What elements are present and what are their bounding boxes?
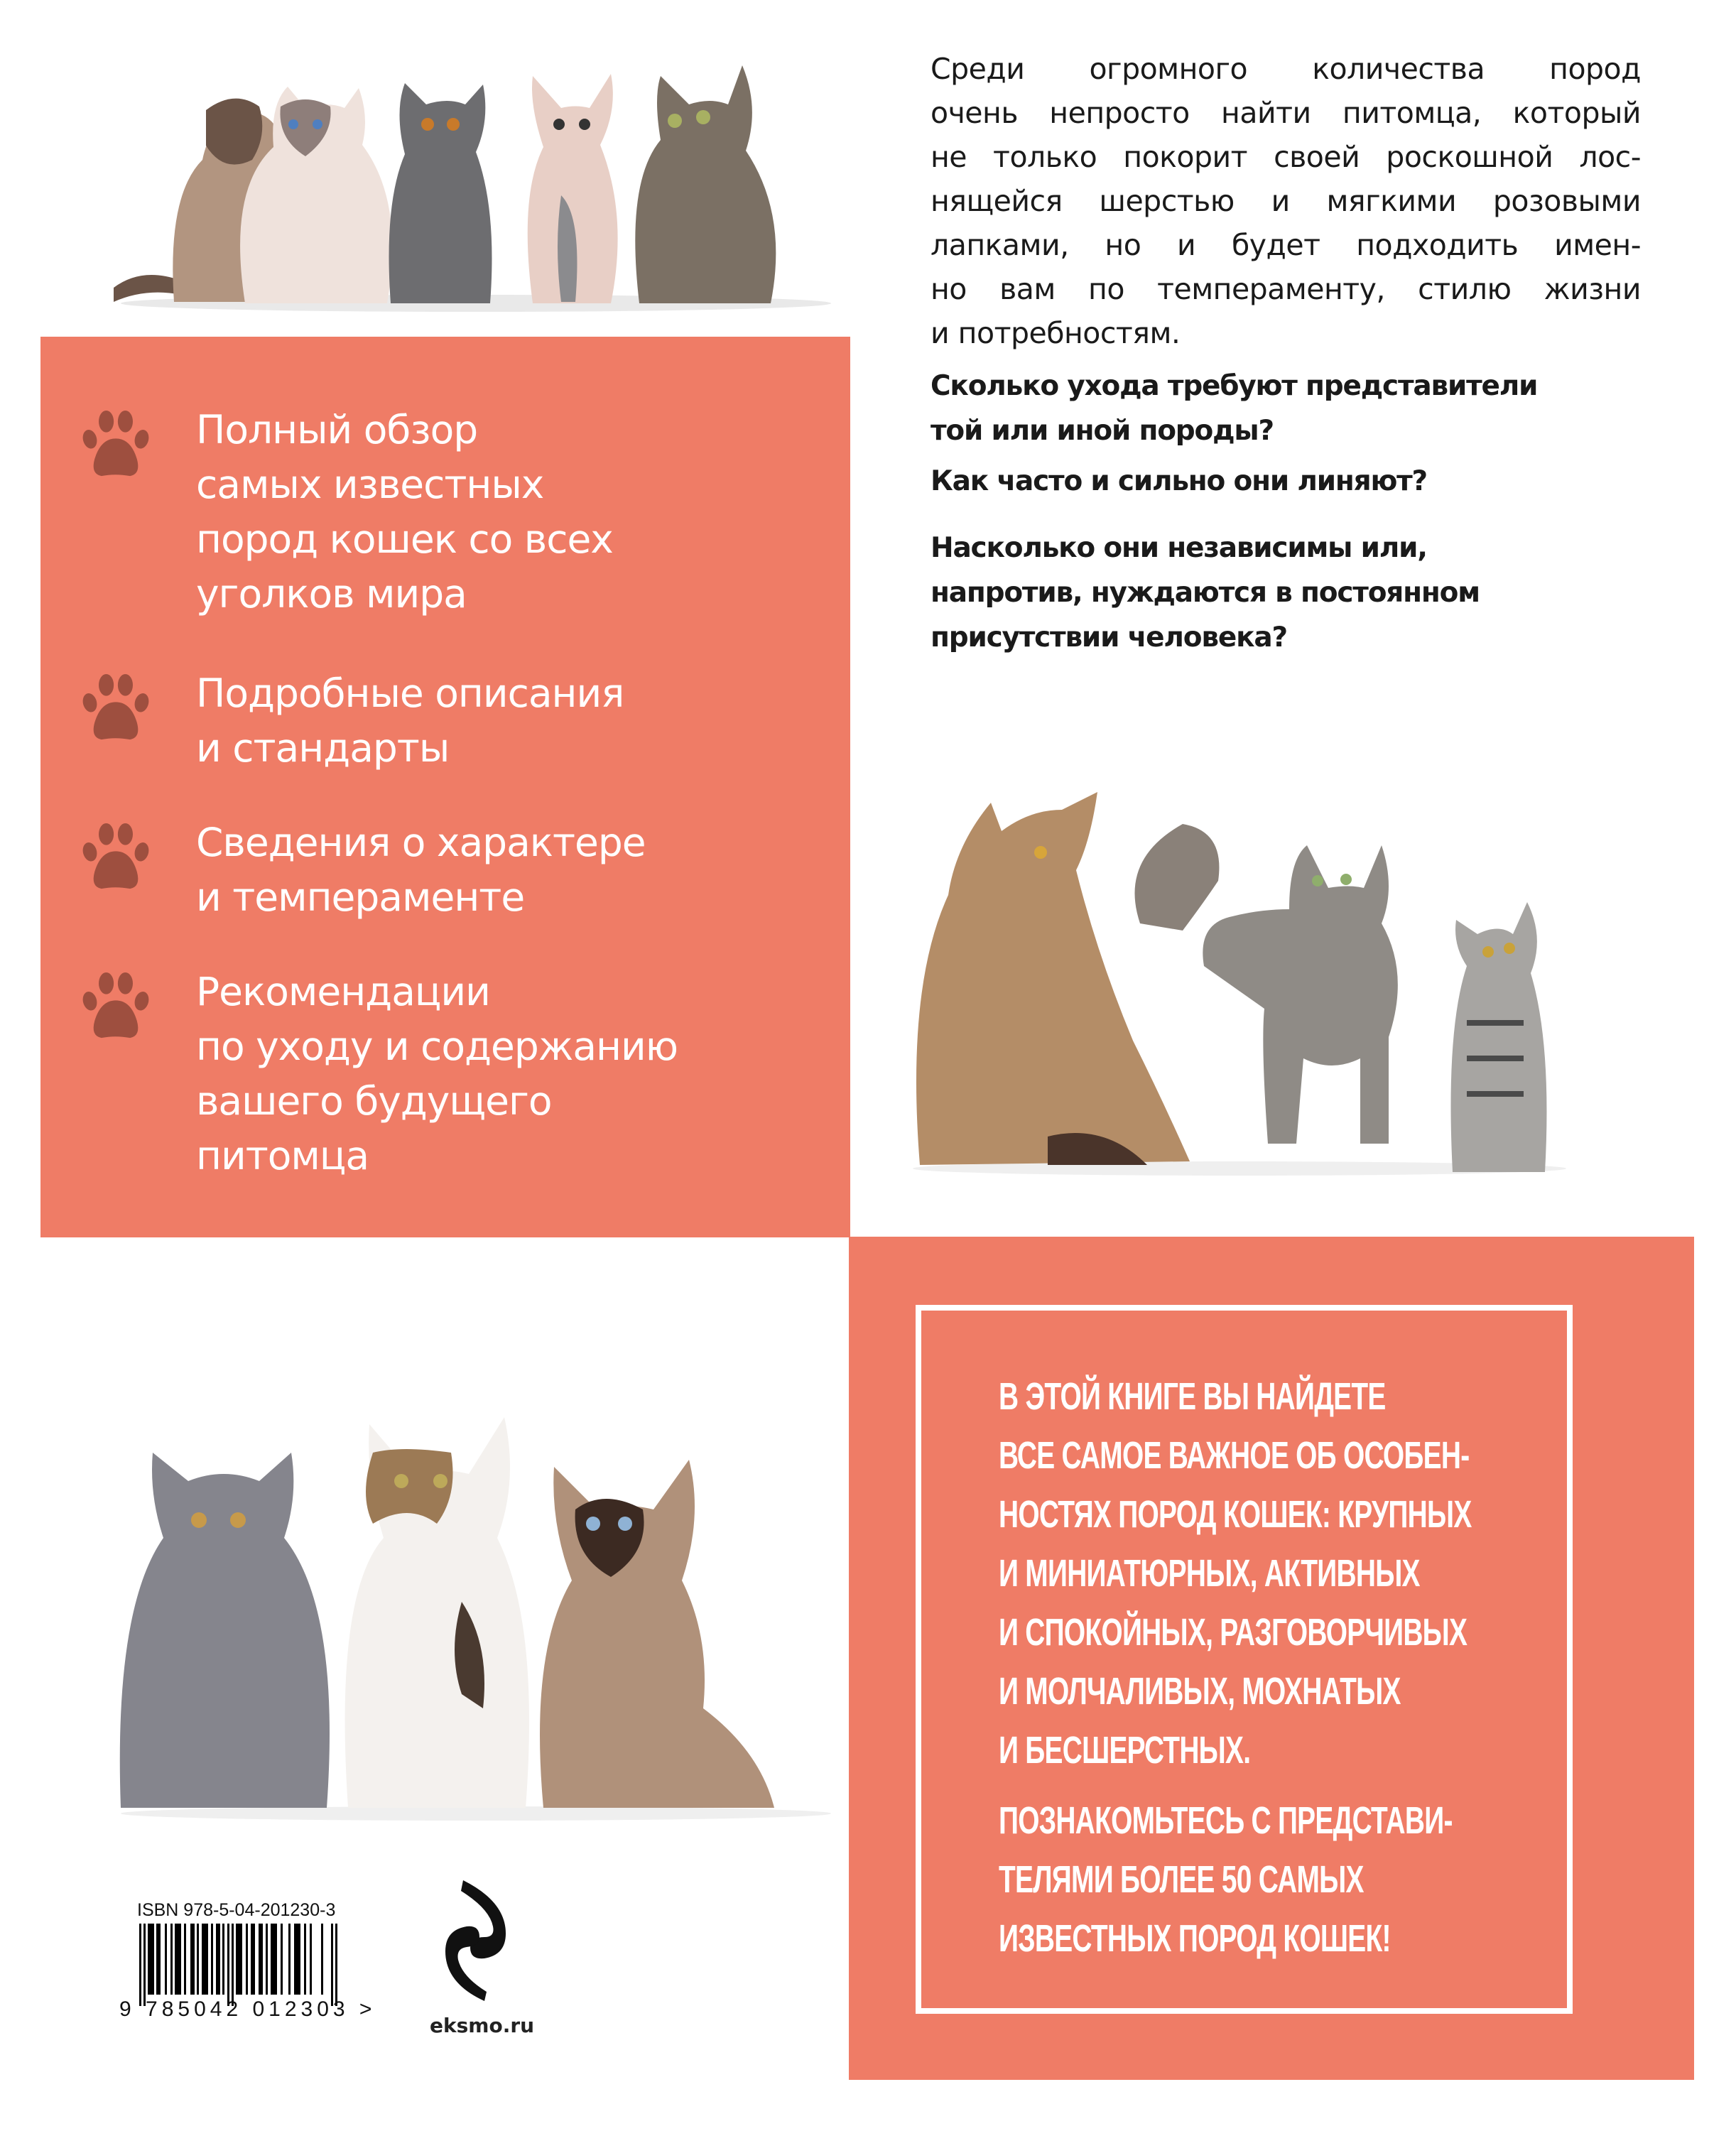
feature-line: Полный обзор: [196, 407, 478, 452]
top-cats-photo: [107, 53, 838, 313]
callout-line: И МИНИАТЮРНЫХ, АКТИВНЫХ: [999, 1552, 1420, 1595]
intro-line: не только покорит своей роскошной лос-: [931, 140, 1641, 174]
barcode-digits: 9 785042 012303 >: [119, 1997, 376, 2021]
feature-line: по уходу и содержанию: [196, 1024, 678, 1069]
feature-line: Сведения о характере: [196, 820, 646, 865]
callout-line: И СПОКОЙНЫХ, РАЗГОВОРЧИВЫХ: [999, 1611, 1468, 1654]
cats-illustration-icon: [107, 53, 838, 313]
question-line: той или иной породы?: [931, 415, 1274, 447]
middle-cats-photo: [906, 753, 1573, 1179]
feature-line: питомца: [196, 1133, 369, 1178]
intro-line: лапками, но и будет подходить имен-: [931, 228, 1641, 262]
callout-line: ВСЕ САМОЕ ВАЖНОЕ ОБ ОСОБЕН-: [999, 1434, 1470, 1477]
callout-line: НОСТЯХ ПОРОД КОШЕК: КРУПНЫХ: [999, 1493, 1472, 1536]
feature-line: и стандарты: [196, 725, 450, 771]
intro-line: нящейся шерстью и мягкими розовыми: [931, 184, 1641, 218]
question-line: Как часто и сильно они линяют?: [931, 465, 1427, 497]
feature-line: самых известных: [196, 462, 544, 507]
intro-line: и потребностям.: [931, 316, 1181, 350]
eksmo-logo-icon: [442, 1879, 513, 2003]
callout-line: ПОЗНАКОМЬТЕСЬ С ПРЕДСТАВИ-: [999, 1799, 1453, 1842]
callout-paragraph-1: [999, 1367, 1472, 1780]
callout-line: И БЕСШЕРСТНЫХ.: [999, 1729, 1251, 1772]
bottom-cats-photo: [107, 1367, 849, 1822]
question: [931, 364, 1537, 453]
question-line: Сколько ухода требуют представители: [931, 370, 1538, 402]
cats-illustration-icon: [906, 753, 1573, 1179]
publisher-site: eksmo.ru: [430, 2014, 535, 2037]
feature-line: и темпераменте: [196, 874, 525, 920]
question-line: напротив, нуждаются в постоянном: [931, 577, 1480, 609]
callout-line: И МОЛЧАЛИВЫХ, МОХНАТЫХ: [999, 1670, 1401, 1713]
question-line: Насколько они независимы или,: [931, 532, 1427, 564]
paw-icon: [82, 972, 150, 1040]
callout-line: ИЗВЕСТНЫХ ПОРОД КОШЕК!: [999, 1917, 1391, 1960]
cats-illustration-icon: [107, 1367, 849, 1822]
feature-text: [196, 403, 613, 622]
callout-paragraph-2: [999, 1791, 1453, 1968]
feature-line: Подробные описания: [196, 671, 624, 716]
barcode-icon: [139, 1924, 345, 2006]
feature-line: уголков мира: [196, 571, 467, 617]
isbn-label: ISBN 978-5-04-201230-3: [137, 1900, 336, 1920]
paw-icon: [82, 823, 150, 891]
feature-line: пород кошек со всех: [196, 516, 613, 562]
intro-line: Среди огромного количества пород: [931, 52, 1641, 86]
question: [931, 526, 1480, 660]
paw-icon: [82, 673, 150, 742]
intro-paragraph: [931, 47, 1641, 355]
feature-line: Рекомендации: [196, 969, 490, 1014]
feature-text: [196, 815, 646, 925]
intro-line: но вам по темпераменту, стилю жизни: [931, 272, 1641, 306]
callout-line: ТЕЛЯМИ БОЛЕЕ 50 САМЫХ: [999, 1858, 1364, 1901]
intro-line: очень непросто найти питомца, который: [931, 96, 1641, 130]
feature-line: вашего будущего: [196, 1078, 552, 1124]
feature-text: [196, 666, 624, 776]
question-line: присутствии человека?: [931, 622, 1287, 654]
callout-line: В ЭТОЙ КНИГЕ ВЫ НАЙДЕТЕ: [999, 1375, 1386, 1418]
question: [931, 459, 1427, 504]
paw-icon: [82, 410, 150, 478]
feature-text: [196, 965, 678, 1183]
